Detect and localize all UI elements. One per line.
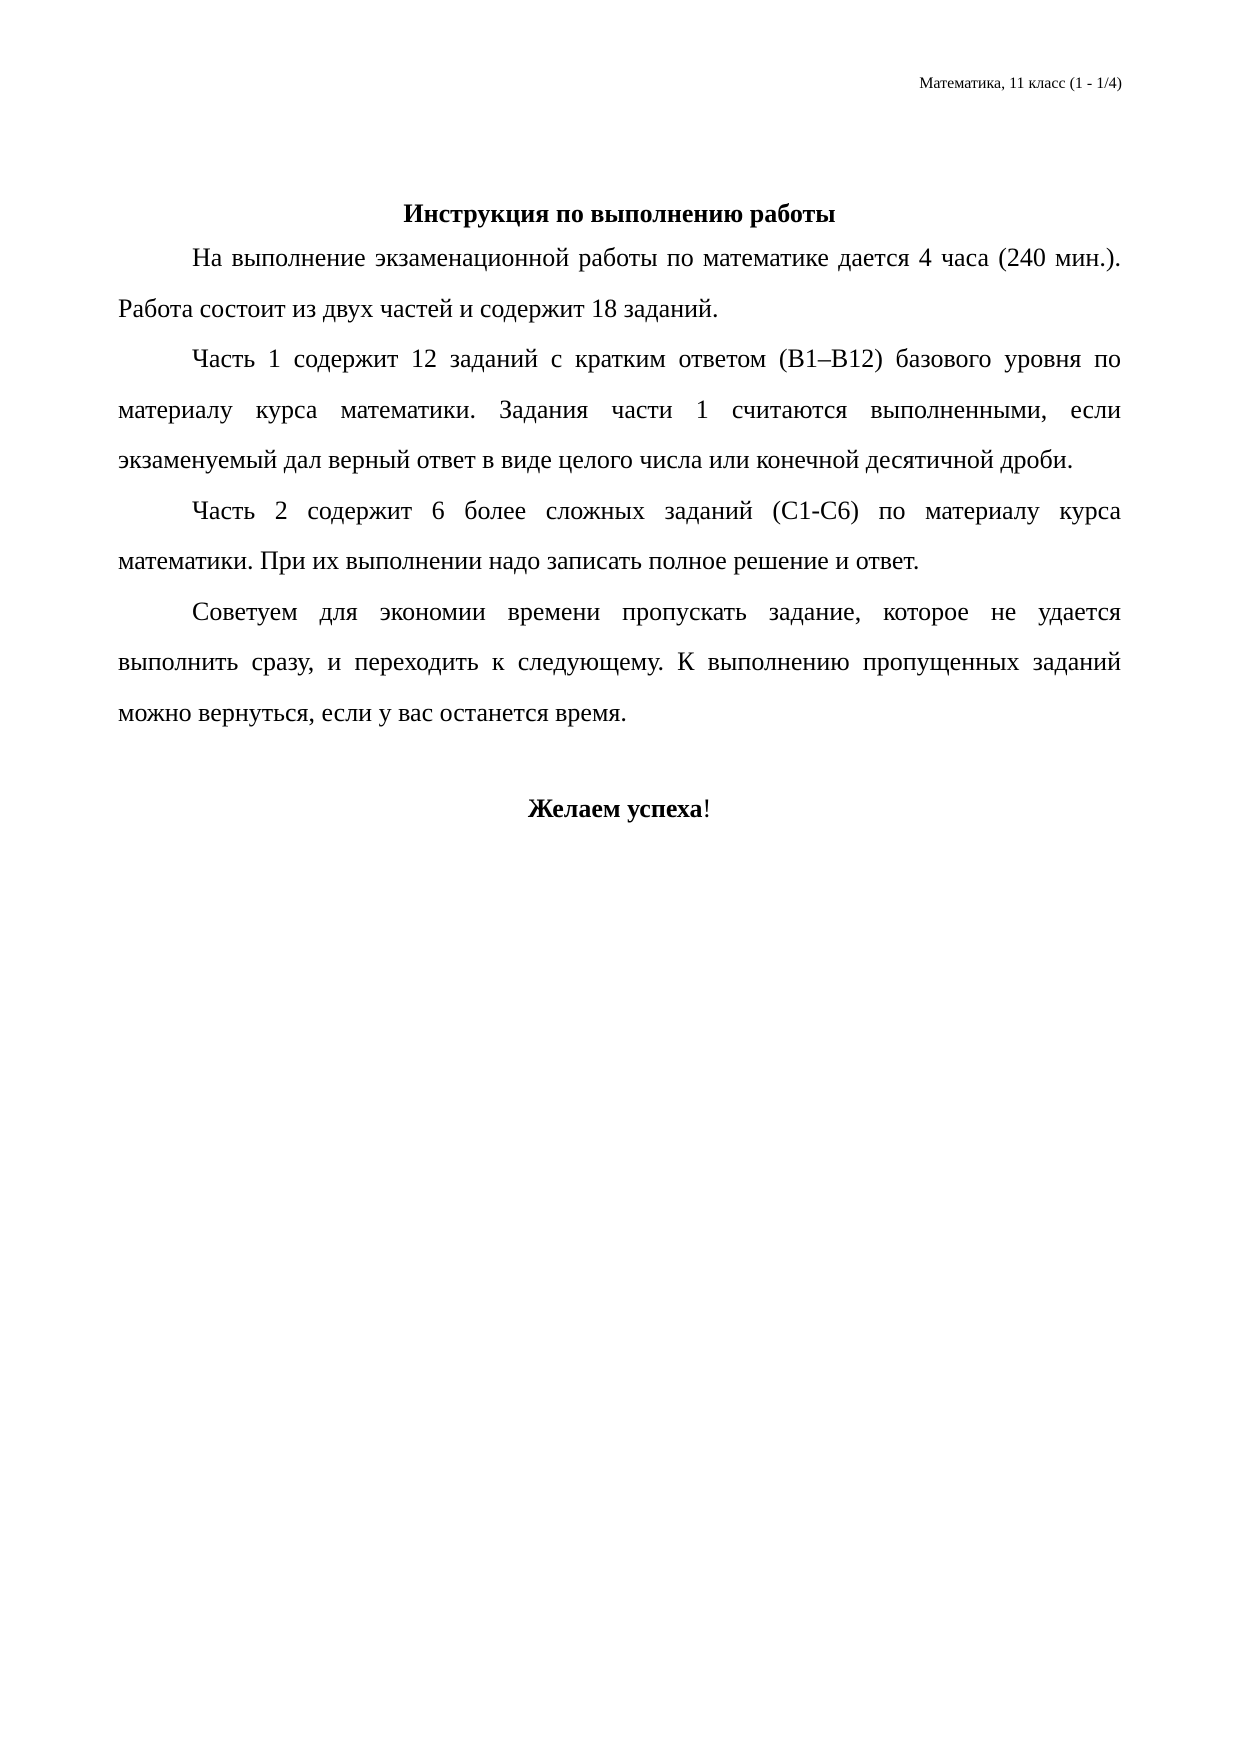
closing-wish-text: Желаем успеха bbox=[527, 794, 703, 823]
paragraph-exam-duration: На выполнение экзаменационной работы по математике дается 4 часа (240 мин.). Работа состоит из двух частей и содержит 18 заданий. bbox=[118, 243, 1121, 323]
closing-wish bbox=[118, 790, 1121, 828]
running-header: Математика, 11 класс (1 - 1/4) bbox=[919, 75, 1122, 92]
document-body bbox=[118, 195, 1121, 828]
paragraph-part-2: Часть 2 содержит 6 более сложных заданий (С1-С6) по материалу курса математики. При их выполнении надо записать полное решение и ответ. bbox=[118, 495, 1121, 575]
closing-wish-punct: ! bbox=[702, 794, 712, 823]
page-title: Инструкция по выполнению работы bbox=[403, 199, 836, 228]
paragraph-part-1: Часть 1 содержит 12 заданий с кратким ответом (В1–В12) базового уровня по материалу курса математики. Задания части 1 считаются выполненными, если экзаменуемый дал верный ответ в виде целого числа или конечной десятичной дроби. bbox=[118, 344, 1121, 474]
paragraph-advice: Советуем для экономии времени пропускать задание, которое не удается выполнить сразу, и переходить к следующему. К выполнению пропущенных заданий можно вернуться, если у вас останется время. bbox=[118, 596, 1121, 727]
